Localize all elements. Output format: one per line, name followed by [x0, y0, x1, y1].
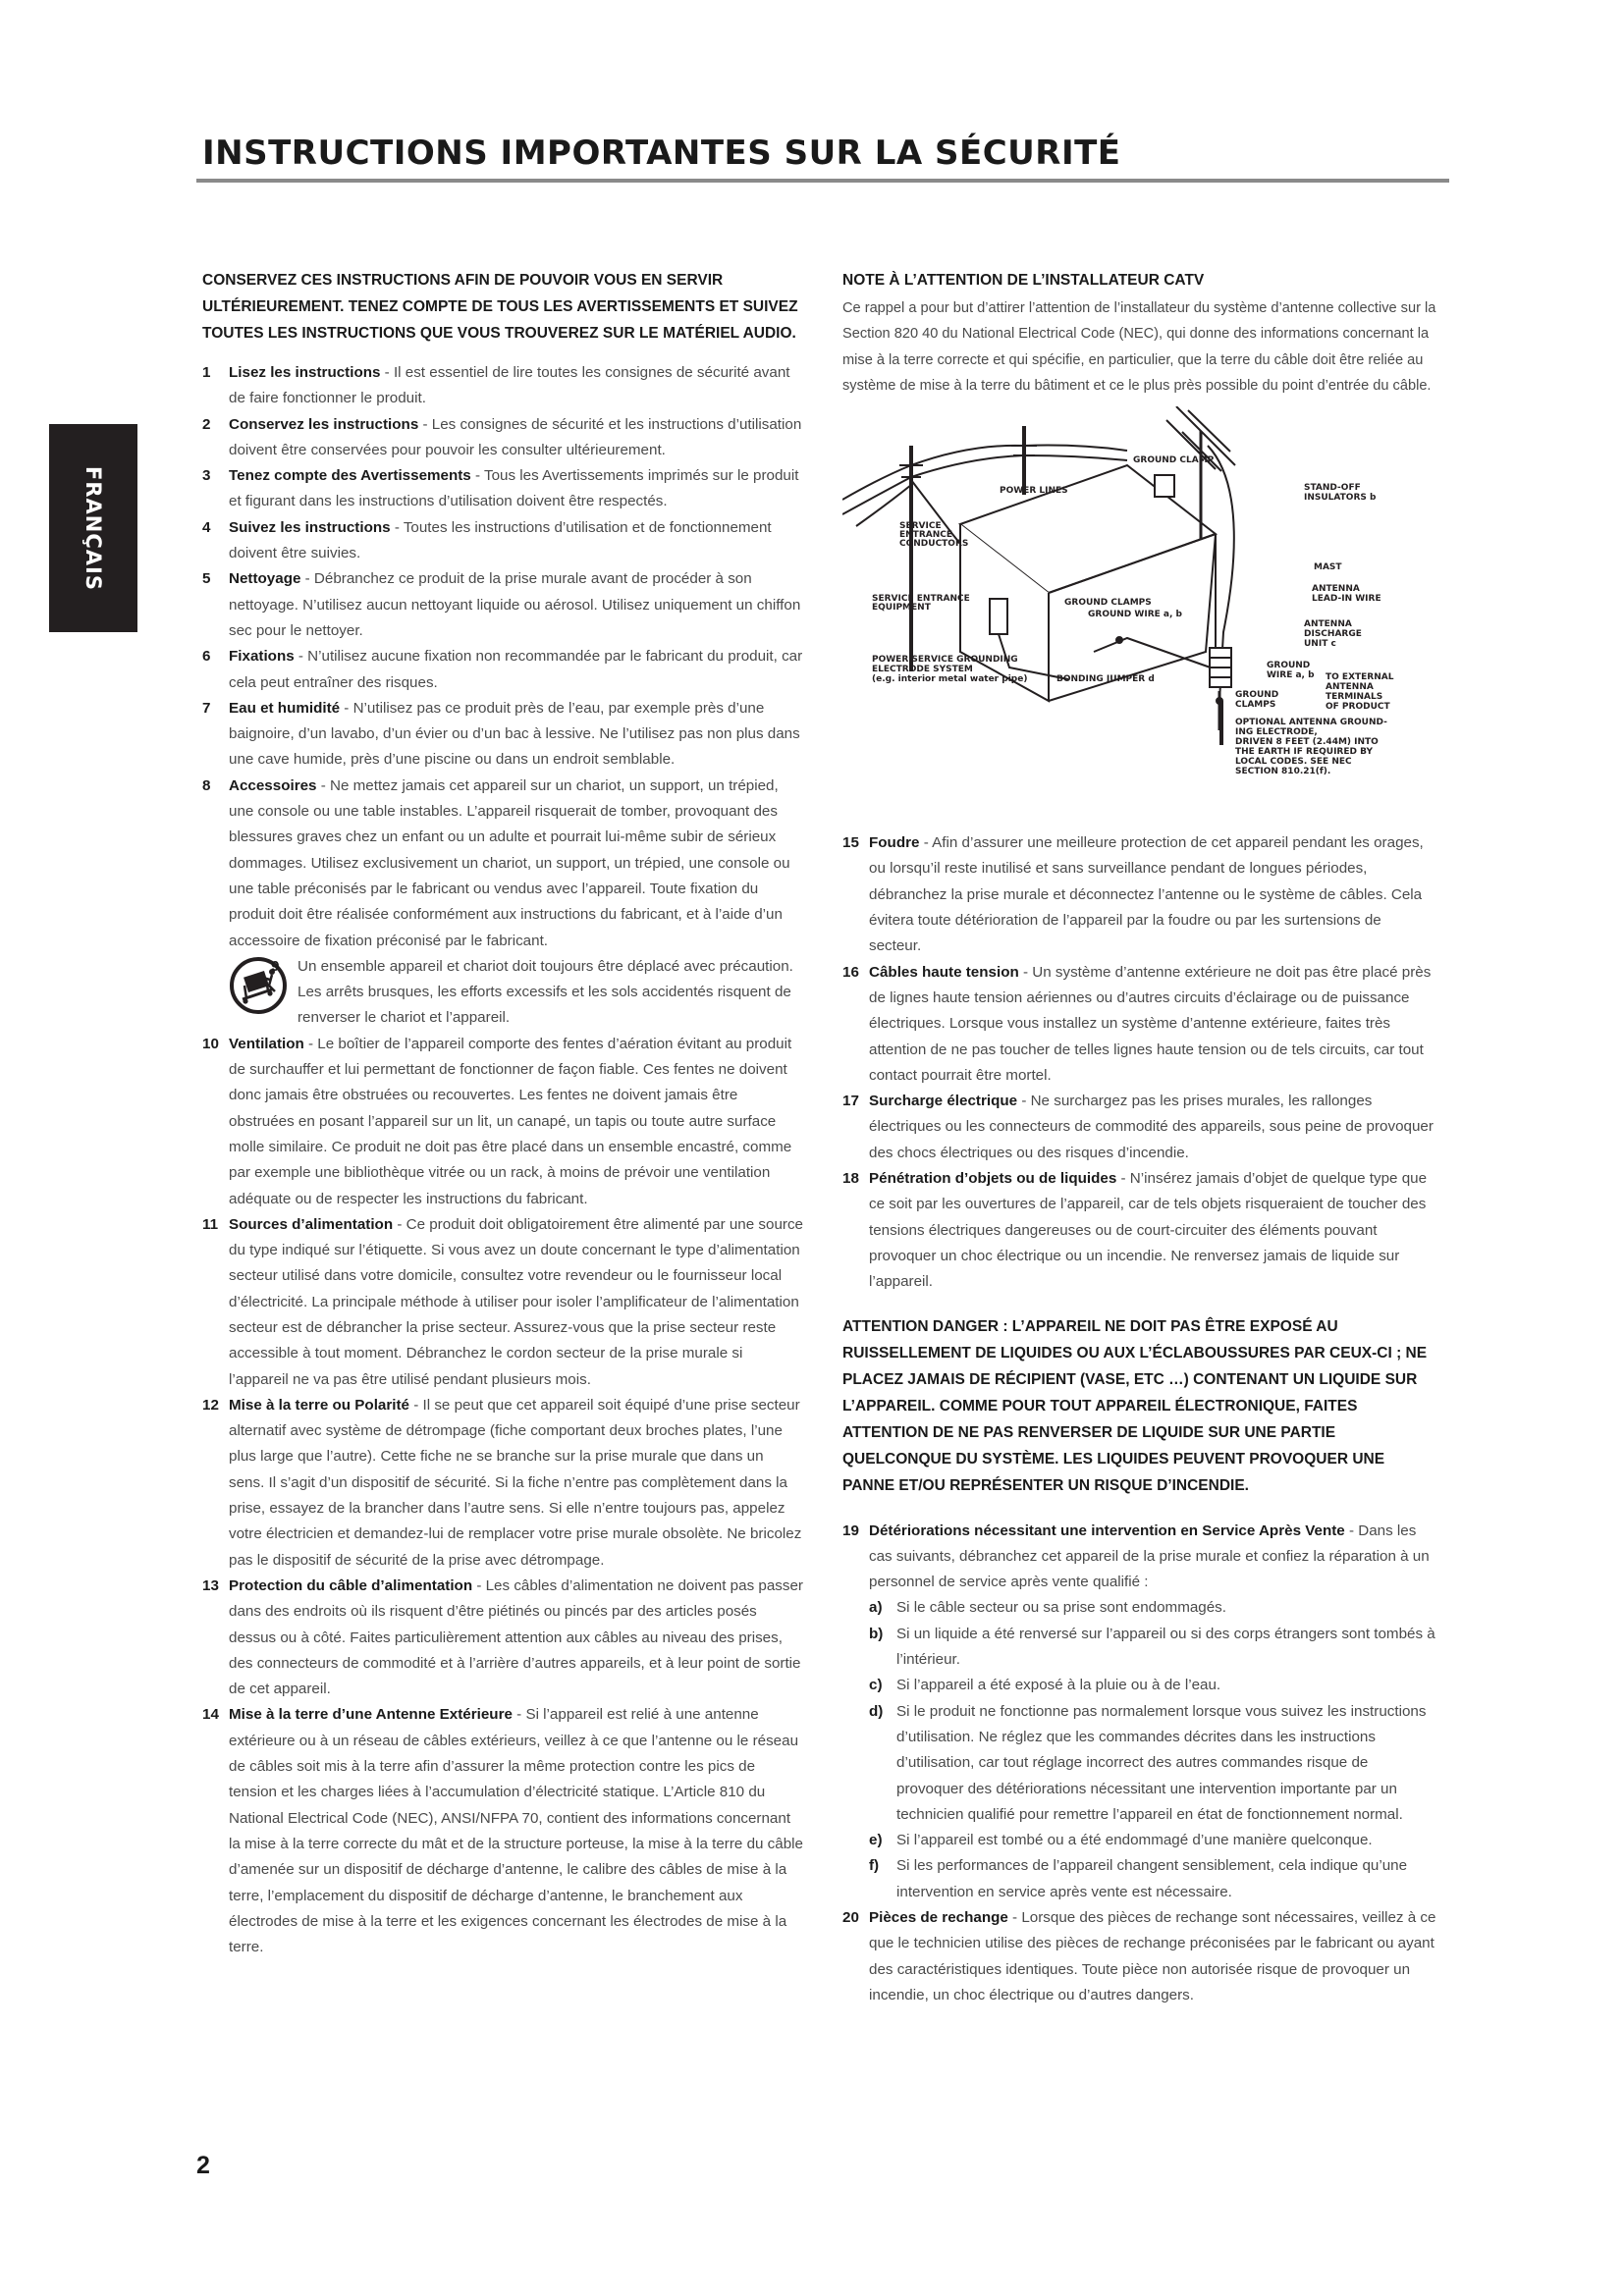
label-ground-wire: GROUND WIRE a, b: [1088, 610, 1182, 620]
svg-text:DRIVEN 8 FEET (2.44M) INTO: DRIVEN 8 FEET (2.44M) INTO: [1235, 737, 1379, 748]
label-ground-wire-2: GROUND: [1267, 661, 1311, 671]
svg-text:OF PRODUCT: OF PRODUCT: [1326, 702, 1390, 713]
svg-text:UNIT c: UNIT c: [1304, 639, 1336, 650]
svg-text:ANTENNA: ANTENNA: [1326, 682, 1374, 693]
label-ground-clamps: GROUND CLAMPS: [1064, 598, 1152, 609]
safety-item-4: 4 Suivez les instructions - Toutes les instructions d’utilisation et de fonctionnement doivent être suivies.: [202, 518, 772, 562]
label-ground-clamps-2: GROUND: [1235, 690, 1279, 701]
service-case-c: c) Si l’appareil a été exposé à la pluie ou à de l’eau.: [869, 1677, 1221, 1694]
safety-item-19: 19 Détériorations nécessitant une intervention en Service Après Vente - Dans les cas suivants, débranchez cet appareil de la prise murale et confiez la réparation à un personnel de service après vente qualifié :: [842, 1522, 1430, 1591]
right-column: [842, 267, 1437, 2008]
safety-item-3: 3 Tenez compte des Avertissements - Tous les Avertissements imprimés sur le produit et figurant dans les instructions d’utilisation doivent être respectés.: [202, 467, 799, 510]
svg-text:LOCAL CODES. SEE NEC: LOCAL CODES. SEE NEC: [1235, 757, 1352, 768]
safety-item-18: 18 Pénétration d’objets ou de liquides - N’insérez jamais d’objet de quelque type que ce soit par les ouvertures de l’appareil, car de tels objets risqueraient de toucher des tensions électriques dangereuses ou de court-circuiter des éléments pouvant provoquer un choc électrique ou un incendie. Ne renversez jamais de liquide sur l’appareil.: [842, 1170, 1428, 1291]
label-ground-clamp: GROUND CLAMP: [1133, 455, 1215, 466]
svg-text:EQUIPMENT: EQUIPMENT: [872, 603, 931, 614]
svg-text:(e.g. interior metal water pip: (e.g. interior metal water pipe): [872, 674, 1028, 685]
antenna-grounding-diagram: [842, 406, 1437, 817]
label-to-external-antenna: TO EXTERNAL: [1326, 672, 1394, 683]
service-case-e: e) Si l’appareil est tombé ou a été endommagé d’une manière quelconque.: [869, 1832, 1373, 1849]
service-case-d: d) Si le produit ne fonctionne pas normalement lorsque vous suivez les instructions d’utilisation. Ne réglez que les commandes décrites dans les instructions d’utilisation, car tout réglage incorrect des autres commandes risque de provoquer des détériorations nécessitant une intervention importante par un technicien qualifié pour remettre l’appareil en état de fonctionnement normal.: [869, 1702, 1427, 1823]
svg-text:ING ELECTRODE,: ING ELECTRODE,: [1235, 727, 1318, 738]
svg-text:WIRE a, b: WIRE a, b: [1267, 670, 1315, 681]
page-number: 2: [196, 2152, 210, 2179]
safety-item-14: 14 Mise à la terre d’une Antenne Extérieure - Si l’appareil est relié à une antenne extérieure ou à un réseau de câbles extérieurs, veillez à ce que l’antenne ou le réseau de câbles soit mis à la terre afin d’assurer la même protection contre les pics de tension et les charges liées à l’accumulation d’électricité statique. L’Article 810 du National Electrical Code (NEC), ANSI/NFPA 70, contient des informations concernant la mise à la terre correcte du mât et de la structure porteuse, la mise à la terre du câble d’amenée sur un dispositif de décharge d’antenne, le calibre des câbles de mise à la terre, l’emplacement du dispositif de décharge d’antenne, le branchement aux électrodes de mise à la terre et les exigences concernant les électrodes de mise à la terre.: [202, 1706, 803, 1956]
safety-item-2: 2 Conservez les instructions - Les consignes de sécurité et les instructions d’utilisation doivent être conservées pour pouvoir les consulter ultérieurement.: [202, 415, 802, 458]
safety-item-8: 8 Accessoires - Ne mettez jamais cet appareil sur un chariot, un support, un trépied, une console ou une table instables. L’appareil risquerait de tomber, provoquant des blessures graves chez un enfant ou un adulte et pourrait lui-même subir de sérieux dommages. Utilisez exclusivement un chariot, un support, un trépied, une console ou une table préconisés par le fabricant ou vendus avec l’appareil. Toute fixation du produit doit être réalisée conformément aux instructions du fabricant, et à l’aide d’un accessoire de fixation préconisé par le fabricant.: [202, 776, 790, 949]
left-column: [202, 267, 803, 1960]
svg-text:CONDUCTORS: CONDUCTORS: [899, 539, 969, 550]
svg-text:INSULATORS b: INSULATORS b: [1304, 493, 1377, 504]
label-mast: MAST: [1314, 562, 1342, 573]
safety-item-17: 17 Surcharge électrique - Ne surchargez pas les prises murales, les rallonges électriques ou les connecteurs de commodité des appareils, sous peine de provoquer des chocs électriques ou des risques d’incendie.: [842, 1093, 1434, 1161]
intro-heading: CONSERVEZ CES INSTRUCTIONS AFIN DE POUVOIR VOUS EN SERVIR ULTÉRIEUREMENT. TENEZ COMPTE DE TOUS LES AVERTISSEMENTS ET SUIVEZ TOUTES LES INSTRUCTIONS QUE VOUS TROUVEREZ SUR LE MATÉRIEL AUDIO.: [202, 272, 798, 342]
safety-item-5: 5 Nettoyage - Débranchez ce produit de la prise murale avant de procéder à son nettoyage. N’utilisez aucun nettoyant liquide ou aérosol. Utilisez uniquement un chiffon sec pour le nettoyer.: [202, 570, 801, 639]
safety-item-11: 11 Sources d’alimentation - Ce produit doit obligatoirement être alimenté par une source du type indiqué sur l’étiquette. Si vous avez un doute concernant le type d’alimentation secteur utilisé dans votre domicile, consultez votre revendeur ou le fournisseur local d’électricité. La principale méthode à utiliser pour isoler l’amplificateur de l’alimentation secteur est de débrancher la prise secteur. Assurez-vous que la prise secteur reste accessible à tout moment. Débranchez le cordon secteur de la prise murale si l’appareil ne va pas être utilisé pendant plusieurs mois.: [202, 1215, 803, 1388]
svg-text:SECTION 810.21(f).: SECTION 810.21(f).: [1235, 767, 1331, 777]
safety-item-6: 6 Fixations - N’utilisez aucune fixation non recommandée par le fabricant du produit, car cela peut entraîner des risques.: [202, 648, 803, 691]
svg-text:ELECTRODE SYSTEM: ELECTRODE SYSTEM: [872, 665, 973, 675]
safety-item-20: 20 Pièces de rechange - Lorsque des pièces de rechange sont nécessaires, veillez à ce que le technicien utilise des pièces de rechange préconisées par le fabricant ou ayant des caractéristiques identiques. Toute pièce non autorisée risque de provoquer un incendie, un choc électrique ou d’autres dangers.: [842, 1908, 1436, 2003]
label-service-equipment: SERVICE ENTRANCE: [872, 594, 970, 605]
language-tab-label: FRANÇAIS: [81, 465, 105, 591]
safety-item-16: 16 Câbles haute tension - Un système d’antenne extérieure ne doit pas être placé près de lignes haute tension aériennes ou d’autres circuits d’éclairage ou de puissance électriques. Lorsque vous installez un système d’antenne extérieure, faites très attention de ne pas toucher de telles lignes haute tension ou de tels circuits, car tout contact pourrait être mortel.: [842, 963, 1432, 1084]
liquid-danger-warning: ATTENTION DANGER : L’APPAREIL NE DOIT PAS ÊTRE EXPOSÉ AU RUISSELLEMENT DE LIQUIDES OU AUX L’ÉCLABOUSSURES PAR CEUX-CI ; NE PLACEZ JAMAIS DE RÉCIPIENT (VASE, ETC …) CONTENANT UN LIQUIDE SUR L’APPAREIL. COMME POUR TOUT APPAREIL ÉLECTRONIQUE, FAITES ATTENTION DE NE PAS RENVERSER DE LIQUIDE SUR UNE PARTIE QUELCONQUE DU SYSTÈME. LES LIQUIDES PEUVENT PROVOQUER UNE PANNE ET/OU REPRÉSENTER UN RISQUE D’INCENDIE.: [842, 1317, 1428, 1494]
safety-item-15: 15 Foudre - Afin d’assurer une meilleure protection de cet appareil pendant les orages, ou lorsqu’il reste inutilisé et sans surveillance pendant de longues périodes, débranchez la prise murale et déconnectez l’antenne ou le système de câbles. Cela évitera toute détérioration de l’appareil par la foudre ou par les surtensions de secteur.: [842, 834, 1424, 955]
catv-note: Ce rappel a pour but d’attirer l’attention de l’installateur du système d’antenne collective sur la Section 820 40 du National Electrical Code (NEC), qui donne des informations concernant la mise à la terre correcte et qui spécifie, en particulier, que la terre du câble doit être reliée au système de mise à la terre du bâtiment et ce le plus près possible du point d’entrée du câble.: [842, 300, 1436, 394]
title-rule: [196, 179, 1449, 183]
safety-item-13: 13 Protection du câble d’alimentation - Les câbles d’alimentation ne doivent pas passer dans des endroits où ils risquent d’être piétinés ou pincés par des articles posés dessus ou à côté. Faites particulièrement attention aux câbles au niveau des prises, des connecteurs de commodité et à l’arrière d’autres appareils, et à leur point de sortie de cet appareil.: [202, 1576, 803, 1698]
label-power-grounding: POWER SERVICE GROUNDING: [872, 655, 1018, 666]
service-case-a: a) Si le câble secteur ou sa prise sont endommagés.: [869, 1599, 1226, 1617]
safety-item-10: 10 Ventilation - Le boîtier de l’appareil comporte des fentes d’aération évitant au produit de surchauffer et lui permettant de fonctionner de façon fiable. Ces fentes ne doivent donc jamais être obstruées ou recouvertes. Les fentes ne doivent jamais être obstruées en posant l’appareil sur un lit, un canapé, un tapis ou toute autre surface molle similaire. Ce produit ne doit pas être placé dans un ensemble encastré, comme par exemple une bibliothèque vitrée ou un rack, à moins de prévoir une ventilation adéquate ou de respecter les instructions du fabricant.: [202, 1035, 792, 1207]
catv-heading: NOTE À L’ATTENTION DE L’INSTALLATEUR CATV: [842, 272, 1205, 289]
safety-item-12: 12 Mise à la terre ou Polarité - Il se peut que cet appareil soit équipé d’une prise secteur alternatif avec système de détrompage (fiche comportant deux broches plates, l’une plus large que l’autre). Cette fiche ne se branche sur la prise murale que dans un sens. Il s’agit d’un dispositif de sécurité. Si la fiche n’entre pas complètement dans la prise, essayez de la brancher dans l’autre sens. Si elle n’entre toujours pas, appelez votre électricien et demandez-lui de remplacer votre prise murale obsolète. Ne bricolez pas le dispositif de sécurité de la prise avec détrompage.: [202, 1396, 802, 1569]
safety-item-7: 7 Eau et humidité - N’utilisez pas ce produit près de l’eau, par exemple près d’une baignoire, d’un lavabo, d’un évier ou d’un bac à lessive. Ne l’utilisez pas non plus dans une cave humide, près d’une piscine ou dans un endroit semblable.: [202, 699, 800, 769]
svg-text:TERMINALS: TERMINALS: [1326, 692, 1383, 703]
safety-item-1: 1 Lisez les instructions - Il est essentiel de lire toutes les consignes de sécurité avant de faire fonctionner le produit.: [202, 364, 790, 407]
label-discharge-unit: ANTENNA: [1304, 619, 1352, 630]
svg-text:LEAD-IN WIRE: LEAD-IN WIRE: [1312, 594, 1381, 605]
svg-text:CLAMPS: CLAMPS: [1235, 700, 1276, 711]
label-optional-electrode: OPTIONAL ANTENNA GROUND-: [1235, 718, 1387, 728]
service-case-b: b) Si un liquide a été renversé sur l’appareil ou si des corps étrangers sont tombés à l’intérieur.: [869, 1625, 1435, 1669]
label-antenna-lead-in: ANTENNA: [1312, 584, 1360, 595]
label-standoff: STAND-OFF: [1304, 483, 1361, 494]
service-case-f: f) Si les performances de l’appareil changent sensiblement, cela indique qu’une intervention en service après vente est nécessaire.: [869, 1857, 1408, 1900]
svg-text:DISCHARGE: DISCHARGE: [1304, 629, 1362, 640]
safety-item-9: 9 Un ensemble appareil et chariot doit toujours être déplacé avec précaution. Les arrêts brusques, les efforts excessifs et les sols accidentés risquent de renverser le chariot et l’appareil.: [202, 954, 803, 1032]
language-tab: [49, 424, 137, 632]
svg-text:THE EARTH IF REQUIRED BY: THE EARTH IF REQUIRED BY: [1235, 747, 1373, 758]
label-power-lines: POWER LINES: [1000, 486, 1068, 497]
label-bonding-jumper: BONDING JUMPER d: [1056, 674, 1155, 685]
page-title: INSTRUCTIONS IMPORTANTES SUR LA SÉCURITÉ: [202, 133, 1121, 173]
svg-text:ENTRANCE: ENTRANCE: [899, 530, 952, 541]
label-service-conductors: SERVICE: [899, 521, 942, 532]
